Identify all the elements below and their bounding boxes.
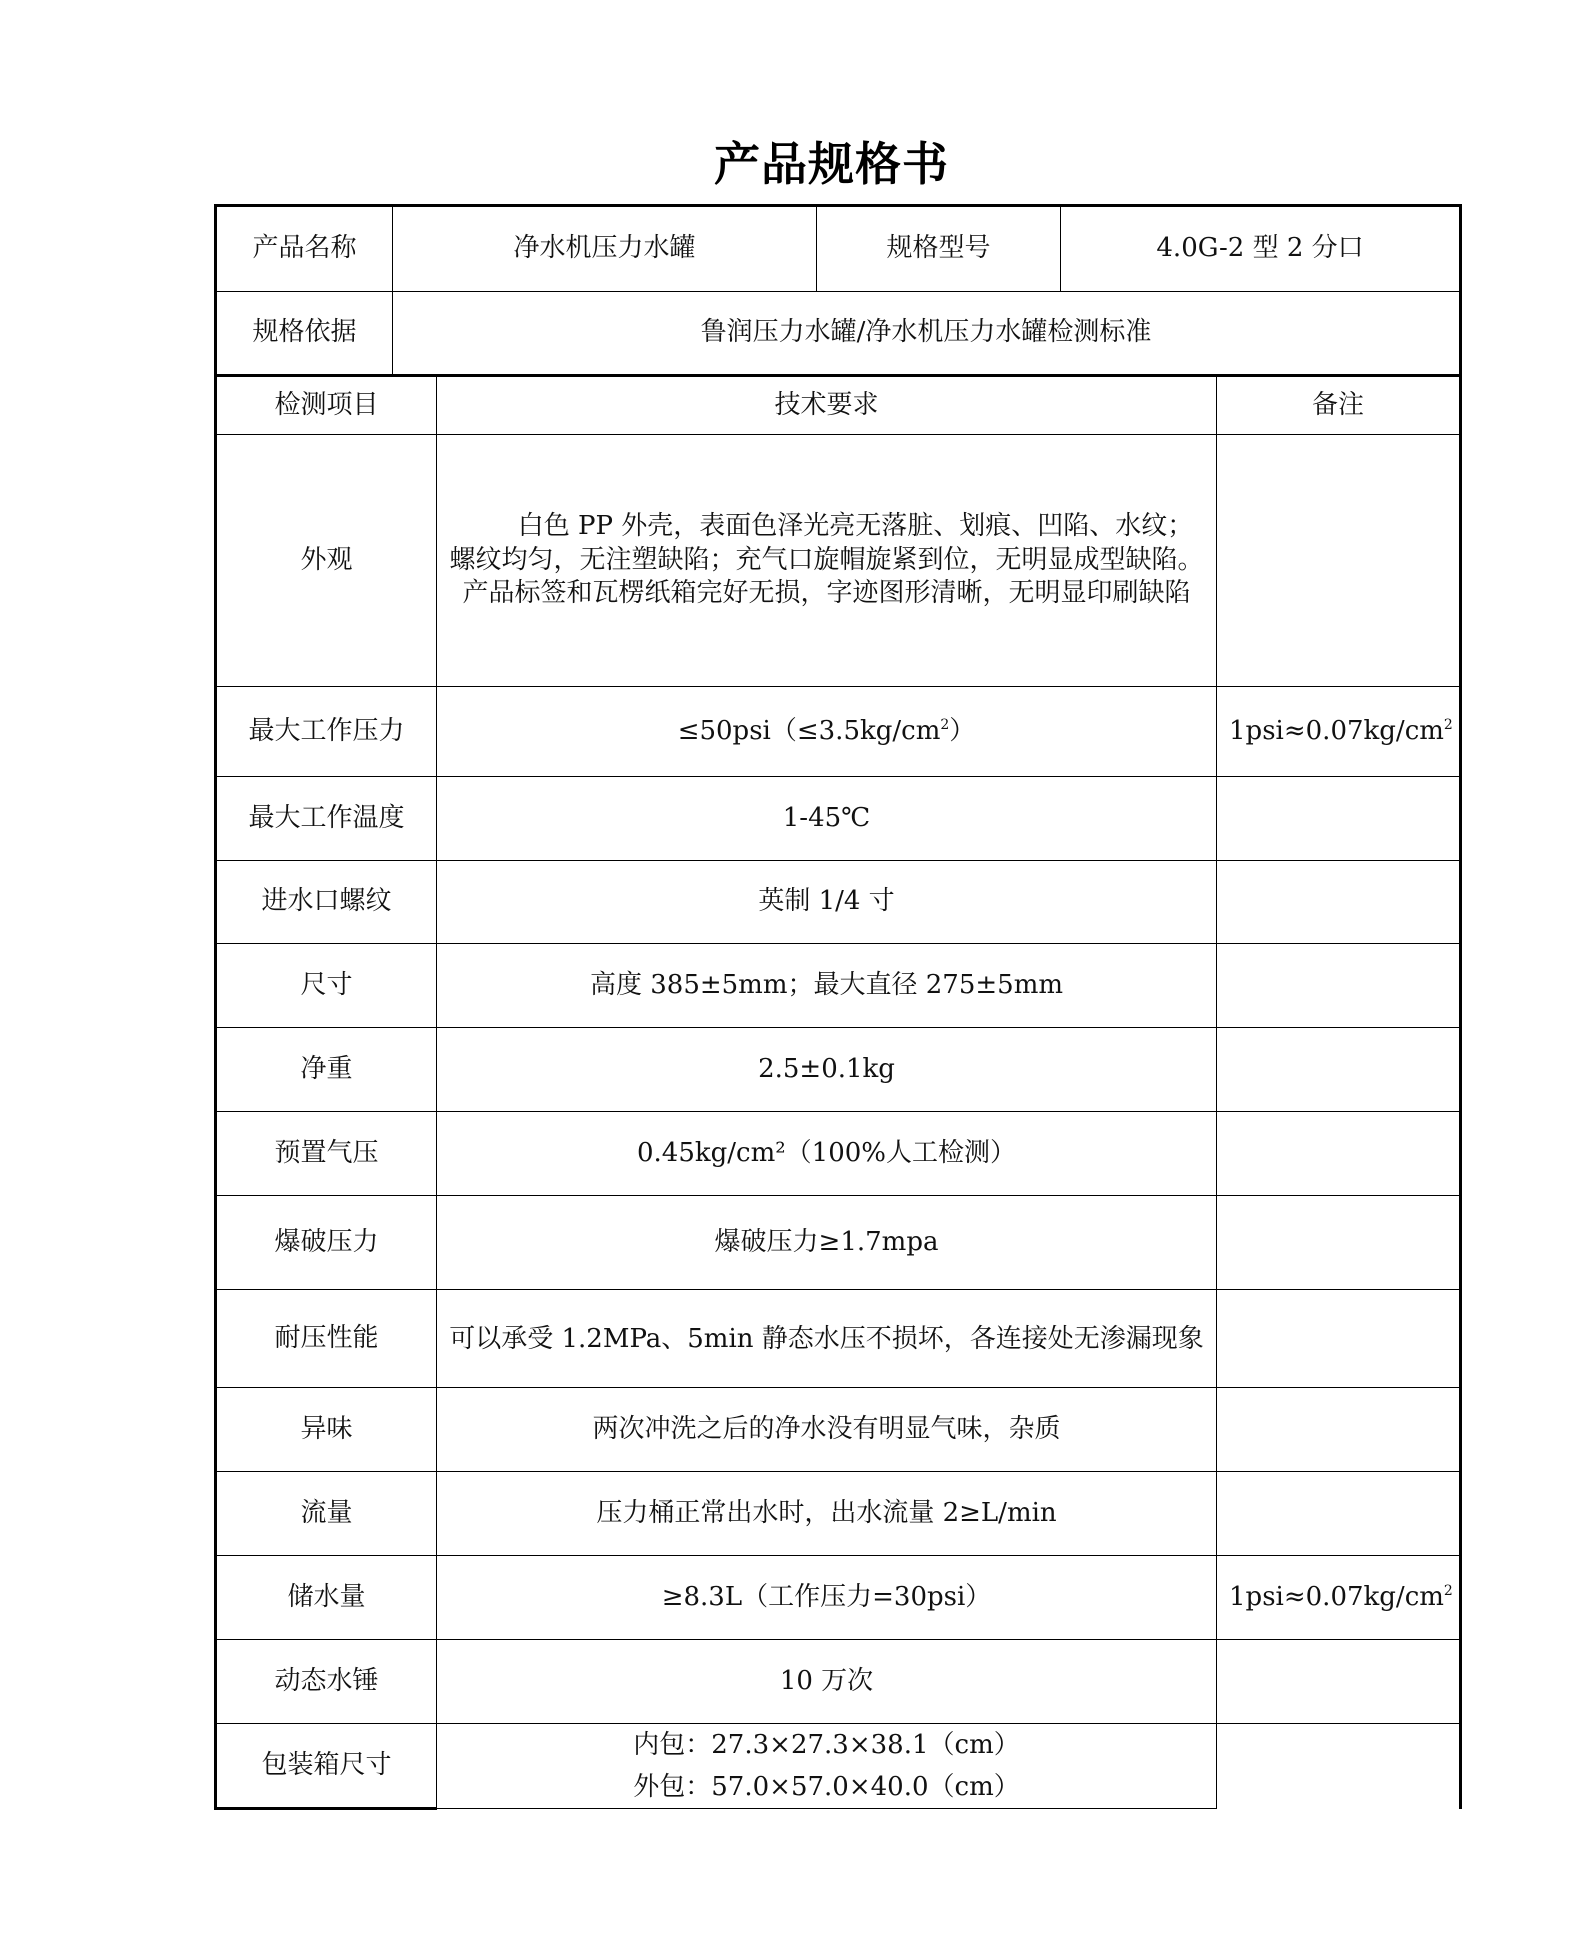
superscript: 2 [1443,1582,1453,1599]
table-row [216,1290,1461,1388]
row-item: 爆破压力 [216,1196,437,1290]
model-label: 规格型号 [817,206,1061,292]
table-row [216,861,1461,944]
table-row [216,435,1461,687]
row-requirement [437,687,1217,777]
appearance-requirement-text: 白色 PP 外壳，表面色泽光亮无落脏、划痕、凹陷、水纹；螺纹均匀，无注塑缺陷；充气口旋帽旋紧到位，无明显成型缺陷。产品标签和瓦楞纸箱完好无损，字迹图形清晰，无明显印刷缺陷 [449,510,1204,609]
column-note-header: 备注 [1217,376,1461,435]
row-note [1217,861,1461,944]
row-item: 最大工作温度 [216,777,437,861]
table-row [216,1640,1461,1724]
note-text: 1psi≈0.07kg/cm [1229,715,1444,746]
basis-value: 鲁润压力水罐/净水机压力水罐检测标准 [393,292,1461,376]
table-row [216,1196,1461,1290]
row-item: 耐压性能 [216,1290,437,1388]
row-note [1217,1290,1461,1388]
row-note [1217,1388,1461,1472]
column-item-header: 检测项目 [216,376,437,435]
row-requirement: 10 万次 [437,1640,1217,1724]
column-header-row [216,376,1461,435]
table-row [216,1556,1461,1640]
row-requirement: ≥8.3L（工作压力=30psi） [437,1556,1217,1640]
row-item: 最大工作压力 [216,687,437,777]
row-requirement: 压力桶正常出水时，出水流量 2≥L/min [437,1472,1217,1556]
table-row [216,1388,1461,1472]
row-item: 动态水锤 [216,1640,437,1724]
row-note [1217,944,1461,1028]
row-requirement: 0.45kg/cm²（100%人工检测） [437,1112,1217,1196]
row-note [1217,1556,1461,1640]
table-row [216,944,1461,1028]
table-row [216,1724,1461,1809]
row-item: 流量 [216,1472,437,1556]
row-requirement: 可以承受 1.2MPa、5min 静态水压不损坏，各连接处无渗漏现象 [437,1290,1217,1388]
table-row [216,1112,1461,1196]
row-item: 进水口螺纹 [216,861,437,944]
superscript: 2 [940,716,950,733]
document-title: 产品规格书 [714,137,949,191]
row-requirement: 两次冲洗之后的净水没有明显气味，杂质 [437,1388,1217,1472]
row-requirement: 高度 385±5mm；最大直径 275±5mm [437,944,1217,1028]
row-requirement: 爆破压力≥1.7mpa [437,1196,1217,1290]
table-row [216,687,1461,777]
product-name-value: 净水机压力水罐 [393,206,817,292]
row-item: 净重 [216,1028,437,1112]
row-note [1217,1112,1461,1196]
row-requirement: 2.5±0.1kg [437,1028,1217,1112]
row-note [1217,1640,1461,1724]
row-note [1217,1472,1461,1556]
row-requirement: 1-45℃ [437,777,1217,861]
table-row [216,1028,1461,1112]
row-requirement [437,435,1217,687]
row-note [1217,687,1461,777]
spec-table [214,204,1462,1810]
row-item: 外观 [216,435,437,687]
row-requirement: 英制 1/4 寸 [437,861,1217,944]
basis-label: 规格依据 [216,292,393,376]
row-item: 包装箱尺寸 [216,1724,437,1809]
requirement-text: ≤50psi（≤3.5kg/cm [677,715,941,746]
product-row [216,206,1461,292]
row-item: 预置气压 [216,1112,437,1196]
row-item: 异味 [216,1388,437,1472]
row-item: 储水量 [216,1556,437,1640]
row-note [1217,1724,1461,1809]
product-name-label: 产品名称 [216,206,393,292]
model-value: 4.0G-2 型 2 分口 [1061,206,1461,292]
superscript: 2 [1443,716,1453,733]
row-requirement [437,1724,1217,1809]
row-item: 尺寸 [216,944,437,1028]
table-row [216,777,1461,861]
note-text: 1psi≈0.07kg/cm [1229,1581,1444,1612]
row-note [1217,1196,1461,1290]
requirement-text-end: ） [949,715,976,746]
basis-row [216,292,1461,376]
row-note [1217,777,1461,861]
row-note [1217,435,1461,687]
row-note [1217,1028,1461,1112]
outer-package-size: 外包：57.0×57.0×40.0（cm） [633,1772,1020,1802]
table-row [216,1472,1461,1556]
column-requirement-header: 技术要求 [437,376,1217,435]
inner-package-size: 内包：27.3×27.3×38.1（cm） [633,1730,1020,1760]
